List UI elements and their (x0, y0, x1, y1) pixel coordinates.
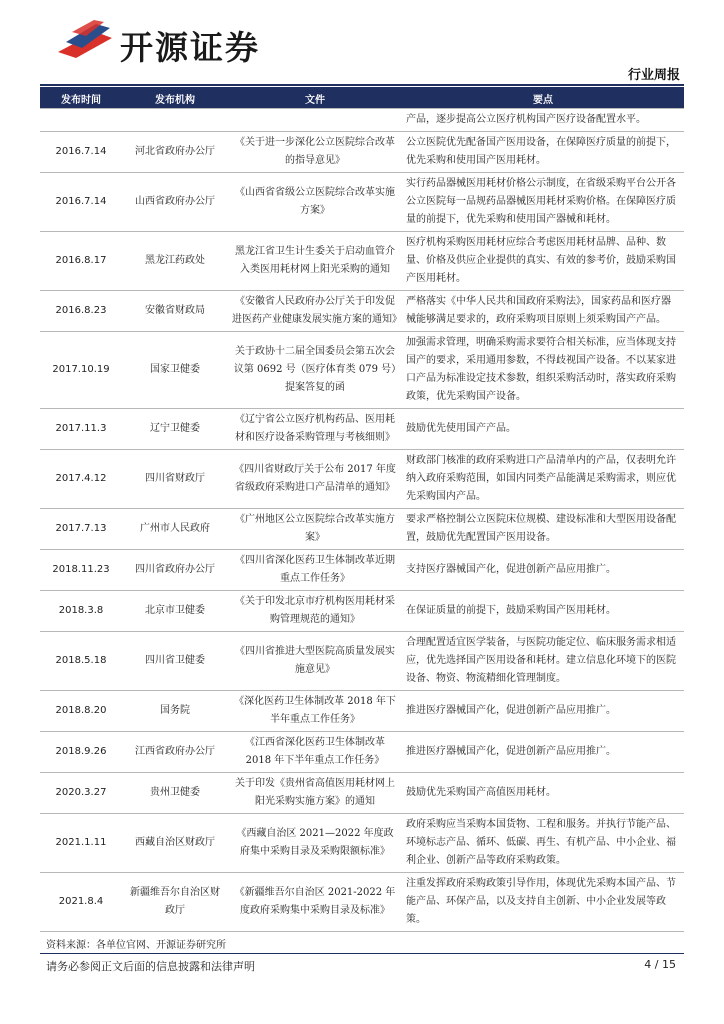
row-key: 财政部门核准的政府采购进口产品清单内的产品，仅表明允许纳入政府采购范围，如国内同类产品能满足采购需求，则应优先采购国内产品。 (402, 450, 684, 509)
row-doc: 《四川省深化医药卫生体制改革近期重点工作任务》 (228, 550, 402, 591)
row-org: 河北省政府办公厅 (122, 132, 228, 173)
row-key: 注重发挥政府采购政策引导作用，体现优先采购本国产品、节能产品、环保产品，以及支持自主创新、中小企业发展等政策。 (402, 873, 684, 932)
row-doc: 《深化医药卫生体制改革 2018 年下半年重点工作任务》 (228, 691, 402, 732)
table-row (40, 132, 684, 173)
header-divider (40, 84, 684, 86)
row-doc: 关于政协十二届全国委员会第五次会议第 0692 号（医疗体育类 079 号）提案答复的函 (228, 332, 402, 409)
table-row (40, 773, 684, 814)
table-row (40, 291, 684, 332)
row-org: 四川省政府办公厅 (122, 550, 228, 591)
row-date: 2016.7.14 (40, 132, 122, 173)
row-date: 2021.8.4 (40, 873, 122, 932)
row-date: 2017.7.13 (40, 509, 122, 550)
row-doc: 《关于印发北京市疗机构医用耗材采购管理规范的通知》 (228, 591, 402, 632)
row-date (40, 109, 122, 132)
table-row (40, 509, 684, 550)
row-key: 政府采购应当采购本国货物、工程和服务。并执行节能产品、环境标志产品、循环、低碳、再生、有机产品、中小企业、福利企业、创新产品等政府采购政策。 (402, 814, 684, 873)
column-header-doc: 文件 (228, 88, 402, 109)
row-key: 在保证质量的前提下，鼓励采购国产医用耗材。 (402, 591, 684, 632)
table-header-row (40, 88, 684, 109)
row-date: 2016.7.14 (40, 173, 122, 232)
row-key: 加强需求管理，明确采购需求要符合相关标准，应当体现支持国产的要求，采用通用参数，不得歧视国产设备。不以某家进口产品为标准设定技术参数，组织采购活动时，落实政府采购政策，优先采购国产设备。 (402, 332, 684, 409)
row-date: 2021.1.11 (40, 814, 122, 873)
footer-divider (40, 953, 684, 954)
page-number: 4 / 15 (644, 958, 676, 971)
row-key: 医疗机构采购医用耗材应综合考虑医用耗材品牌、品种、数量、价格及供应企业提供的真实、有效的参考价，鼓励采购国产医用耗材。 (402, 232, 684, 291)
row-date: 2018.9.26 (40, 732, 122, 773)
row-org: 山西省政府办公厅 (122, 173, 228, 232)
row-date: 2017.10.19 (40, 332, 122, 409)
page-header (0, 0, 724, 90)
row-org: 江西省政府办公厅 (122, 732, 228, 773)
row-date: 2017.11.3 (40, 409, 122, 450)
table-row (40, 332, 684, 409)
row-date: 2018.11.23 (40, 550, 122, 591)
column-header-date: 发布时间 (40, 88, 122, 109)
table-row (40, 691, 684, 732)
row-org: 广州市人民政府 (122, 509, 228, 550)
table-row (40, 550, 684, 591)
disclaimer: 请务必参阅正文后面的信息披露和法律声明 (46, 960, 255, 973)
row-key: 鼓励优先使用国产产品。 (402, 409, 684, 450)
row-doc: 关于印发《贵州省高值医用耗材网上阳光采购实施方案》的通知 (228, 773, 402, 814)
row-key: 实行药品器械医用耗材价格公示制度，在省级采购平台公开各公立医院每一品规药品器械医用耗材采购价格。在保障医疗质量的前提下，优先采购和使用国产器械和耗材。 (402, 173, 684, 232)
table-row (40, 232, 684, 291)
row-org: 国家卫健委 (122, 332, 228, 409)
row-org: 北京市卫健委 (122, 591, 228, 632)
row-org: 新疆维吾尔自治区财政厅 (122, 873, 228, 932)
table-row (40, 873, 684, 932)
row-key: 支持医疗器械国产化，促进创新产品应用推广。 (402, 550, 684, 591)
table-row (40, 732, 684, 773)
row-doc: 《广州地区公立医院综合改革实施方案》 (228, 509, 402, 550)
column-header-key: 要点 (402, 88, 684, 109)
row-date: 2016.8.17 (40, 232, 122, 291)
row-key: 合理配置适宜医学装备，与医院功能定位、临床服务需求相适应，优先选择国产医用设备和耗材。建立信息化环境下的医院设备、物资、物流精细化管理制度。 (402, 632, 684, 691)
column-header-org: 发布机构 (122, 88, 228, 109)
row-doc: 《四川省财政厅关于公布 2017 年度省级政府采购进口产品清单的通知》 (228, 450, 402, 509)
row-key: 公立医院优先配备国产医用设备，在保障医疗质量的前提下，优先采购和使用国产医用耗材。 (402, 132, 684, 173)
row-key: 推进医疗器械国产化，促进创新产品应用推广。 (402, 732, 684, 773)
table-row (40, 814, 684, 873)
table-row (40, 409, 684, 450)
row-key: 鼓励优先采购国产高值医用耗材。 (402, 773, 684, 814)
logo-text: 开源证券 (120, 28, 260, 67)
table-body (40, 109, 684, 932)
row-org: 安徽省财政局 (122, 291, 228, 332)
row-org: 西藏自治区财政厅 (122, 814, 228, 873)
row-doc: 《安徽省人民政府办公厅关于印发促进医药产业健康发展实施方案的通知》 (228, 291, 402, 332)
row-doc: 《四川省推进大型医院高质量发展实施意见》 (228, 632, 402, 691)
table-row (40, 109, 684, 132)
row-key: 严格落实《中华人民共和国政府采购法》，国家药品和医疗器械能够满足要求的，政府采购项目原则上须采购国产产品。 (402, 291, 684, 332)
row-org: 国务院 (122, 691, 228, 732)
row-org: 辽宁卫健委 (122, 409, 228, 450)
row-date: 2016.8.23 (40, 291, 122, 332)
row-doc: 《西藏自治区 2021—2022 年度政府集中采购目录及采购限额标准》 (228, 814, 402, 873)
row-org: 黑龙江药政处 (122, 232, 228, 291)
policy-table (40, 88, 684, 932)
row-date: 2018.8.20 (40, 691, 122, 732)
row-doc: 《山西省省级公立医院综合改革实施方案》 (228, 173, 402, 232)
table-row (40, 450, 684, 509)
row-doc: 黑龙江省卫生计生委关于启动血管介入类医用耗材网上阳光采购的通知 (228, 232, 402, 291)
row-key: 推进医疗器械国产化，促进创新产品应用推广。 (402, 691, 684, 732)
source-note: 资料来源：各单位官网、开源证券研究所 (46, 940, 226, 951)
table-row (40, 173, 684, 232)
row-org: 四川省财政厅 (122, 450, 228, 509)
row-date: 2020.3.27 (40, 773, 122, 814)
row-date: 2017.4.12 (40, 450, 122, 509)
row-doc (228, 109, 402, 132)
row-org (122, 109, 228, 132)
row-date: 2018.3.8 (40, 591, 122, 632)
row-key: 要求严格控制公立医院床位规模、建设标准和大型医用设备配置，鼓励优先配置国产医用设备。 (402, 509, 684, 550)
row-doc: 《关于进一步深化公立医院综合改革的指导意见》 (228, 132, 402, 173)
row-key: 产品，逐步提高公立医疗机构国产医疗设备配置水平。 (402, 109, 684, 132)
row-date: 2018.5.18 (40, 632, 122, 691)
table-row (40, 632, 684, 691)
row-doc: 《辽宁省公立医疗机构药品、医用耗材和医疗设备采购管理与考核细则》 (228, 409, 402, 450)
row-doc: 《新疆维吾尔自治区 2021-2022 年度政府采购集中采购目录及标准》 (228, 873, 402, 932)
row-org: 四川省卫健委 (122, 632, 228, 691)
row-org: 贵州卫健委 (122, 773, 228, 814)
row-doc: 《江西省深化医药卫生体制改革 2018 年下半年重点工作任务》 (228, 732, 402, 773)
report-type-label: 行业周报 (627, 68, 680, 83)
table-row (40, 591, 684, 632)
